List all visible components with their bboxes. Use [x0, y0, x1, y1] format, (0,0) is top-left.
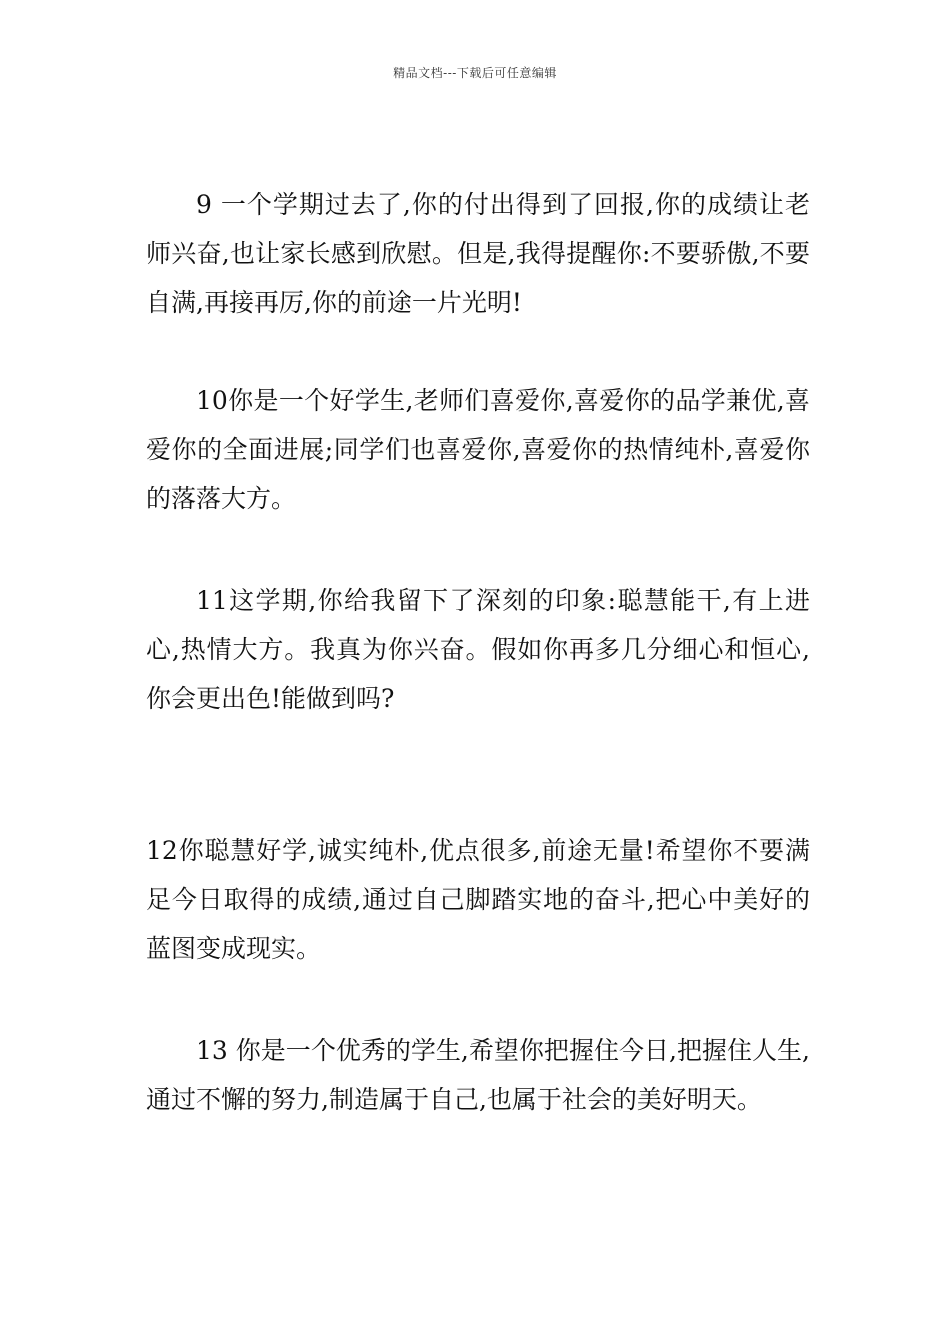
comment-paragraph-9: 9 一个学期过去了,你的付出得到了回报,你的成绩让老师兴奋,也让家长感到欣慰。但是,我得提醒你:不要骄傲,不要自满,再接再厉,你的前途一片光明! — [146, 190, 810, 317]
page-header: 精品文档---下载后可任意编辑 — [393, 66, 557, 80]
comment-paragraph-13: 13 你是一个优秀的学生,希望你把握住今日,把握住人生,通过不懈的努力,制造属于自己,也属于社会的美好明天。 — [146, 1036, 810, 1114]
comment-paragraph-11: 11这学期,你给我留下了深刻的印象:聪慧能干,有上进心,热情大方。我真为你兴奋。假如你再多几分细心和恒心,你会更出色!能做到吗? — [146, 586, 810, 713]
comment-paragraph-10: 10你是一个好学生,老师们喜爱你,喜爱你的品学兼优,喜爱你的全面进展;同学们也喜爱你,喜爱你的热情纯朴,喜爱你的落落大方。 — [146, 386, 810, 513]
comment-paragraph-12: 12你聪慧好学,诚实纯朴,优点很多,前途无量!希望你不要满足今日取得的成绩,通过自己脚踏实地的奋斗,把心中美好的蓝图变成现实。 — [146, 836, 810, 963]
